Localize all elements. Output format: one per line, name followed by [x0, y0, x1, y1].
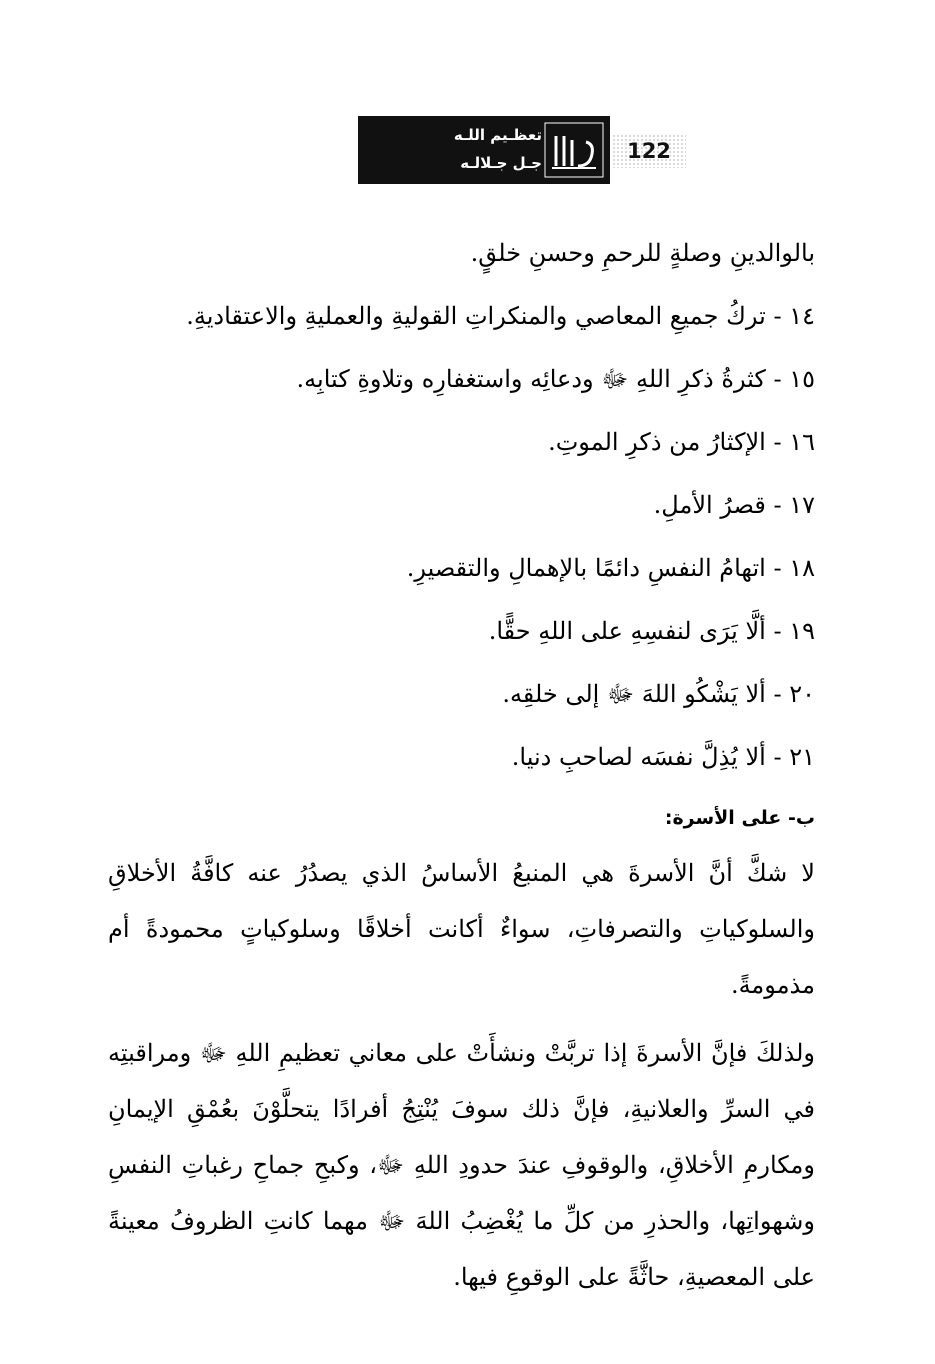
paragraph-family-1: لا شكَّ أنَّ الأسرةَ هي المنبعُ الأساسُ الذي يصدُرُ عنه كافَّةُ الأخلاقِ والسلوكياتِ والتصرفاتِ، سواءٌ أكانت أخلاقًا وسلوكياتٍ محمودةً أم مذمومةً. — [108, 859, 815, 999]
list-item-16: ١٦ - الإكثارُ من ذكرِ الموتِ. — [548, 428, 815, 456]
calligraphy-icon — [544, 122, 604, 178]
list-item-17: ١٧ - قصرُ الأملِ. — [653, 491, 815, 519]
page-number: 122 — [612, 134, 686, 168]
allah-calligraphy-emblem — [544, 122, 604, 178]
list-item-14: ١٤ - تركُ جميعِ المعاصي والمنكراتِ القوليةِ والعمليةِ والاعتقاديةِ. — [186, 302, 815, 330]
header-bar — [358, 116, 610, 184]
list-item-18: ١٨ - اتهامُ النفسِ دائمًا بالإهمالِ والتقصيرِ. — [406, 554, 815, 582]
section-subheading: ب- على الأسرة: — [664, 807, 815, 829]
text-line: بالوالدينِ وصلةٍ للرحمِ وحسنِ خلقٍ. — [470, 239, 815, 267]
book-title-line-1: تعظـيم اللـه — [453, 126, 542, 144]
running-header — [358, 116, 691, 184]
list-item-21: ٢١ - ألا يُذِلَّ نفسَه لصاحبِ دنيا. — [511, 743, 815, 771]
list-item-20: ٢٠ - ألا يَشْكُو اللهَ ﷻ إلى خلقِه. — [502, 680, 815, 708]
book-title-line-2: جـل جـلالـه — [460, 154, 542, 172]
page-body — [108, 222, 815, 1305]
list-item-15: ١٥ - كثرةُ ذكرِ اللهِ ﷻ ودعائِه واستغفارِه وتلاوةِ كتابِه. — [296, 365, 815, 393]
paragraph-family-2: ولذلكَ فإنَّ الأسرةَ إذا تربَّتْ ونشأَتْ على معاني تعظيمِ اللهِ ﷻ ومراقبتِه في السرِّ والعلانيةِ، فإنَّ ذلك سوفَ يُنْتِجُ أفرادًا يتحلَّوْنَ بعُمْقِ الإيمانِ ومكارمِ الأخلاقِ، والوقوفِ عندَ حدودِ اللهِ ﷻ، وكبحِ جماحِ رغباتِ النفسِ وشهواتِها، والحذرِ من كلِّ ما يُغْضِبُ اللهَ ﷻ مهما كانتِ الظروفُ معينةً على المعصيةِ، حاثَّةً على الوقوعِ فيها. — [108, 1039, 815, 1291]
list-item-19: ١٩ - ألَّا يَرَى لنفسِهِ على اللهِ حقًّا. — [488, 617, 815, 645]
